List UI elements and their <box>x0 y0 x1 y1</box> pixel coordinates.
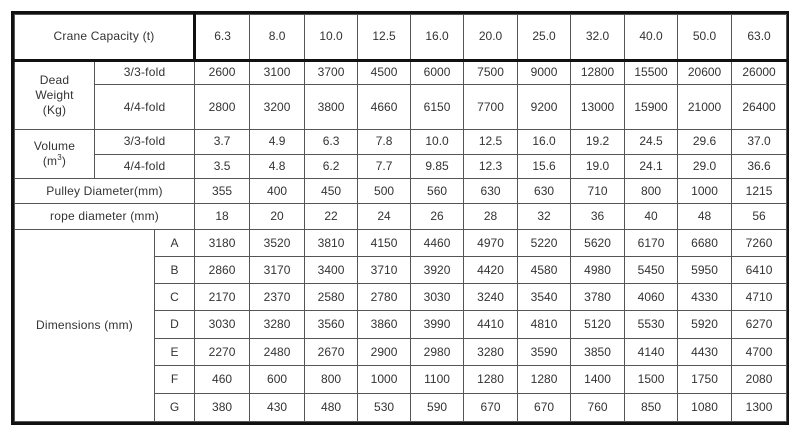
dimension-value: 430 <box>250 393 305 421</box>
dead-weight-row-2 <box>15 85 787 130</box>
dimension-value: 5450 <box>625 257 678 284</box>
pulley-diameter-value: 450 <box>305 178 358 204</box>
dimension-value: 2270 <box>195 339 250 366</box>
dead-weight-value: 13000 <box>571 85 625 130</box>
dimension-value: 4420 <box>464 257 518 284</box>
dimension-value: 1080 <box>678 393 732 421</box>
crane-spec-table <box>14 14 787 422</box>
capacity-header-cell: 32.0 <box>571 15 625 61</box>
dimension-value: 3400 <box>305 257 358 284</box>
dimension-value: 1000 <box>358 365 411 393</box>
dimension-value: 4150 <box>358 230 411 257</box>
dimension-value: 1280 <box>464 365 518 393</box>
dimension-key: C <box>155 284 195 311</box>
pulley-diameter-row <box>15 178 787 204</box>
capacity-header-cell: 20.0 <box>464 15 518 61</box>
dimension-value: 6170 <box>625 230 678 257</box>
dimension-value: 670 <box>518 393 571 421</box>
capacity-header-cell: 16.0 <box>411 15 464 61</box>
dimension-value: 1280 <box>518 365 571 393</box>
dimension-value: 530 <box>358 393 411 421</box>
dimension-value: 6680 <box>678 230 732 257</box>
dead-weight-value: 20600 <box>678 60 732 85</box>
dimension-value: 2780 <box>358 284 411 311</box>
pulley-diameter-value: 400 <box>250 178 305 204</box>
capacity-header-cell: 12.5 <box>358 15 411 61</box>
capacity-header-cell: 25.0 <box>518 15 571 61</box>
dimension-key: B <box>155 257 195 284</box>
volume-value: 16.0 <box>518 129 571 154</box>
dead-weight-row-1 <box>15 60 787 85</box>
dimension-value: 4710 <box>732 284 787 311</box>
volume-value: 19.0 <box>571 154 625 178</box>
dimension-value: 2670 <box>305 339 358 366</box>
rope-diameter-value: 40 <box>625 204 678 230</box>
dimension-value: 3180 <box>195 230 250 257</box>
volume-value: 7.8 <box>358 129 411 154</box>
capacity-header-cell: 6.3 <box>195 15 250 61</box>
rope-diameter-value: 32 <box>518 204 571 230</box>
rope-diameter-row <box>15 204 787 230</box>
dimension-value: 7260 <box>732 230 787 257</box>
dimension-value: 6410 <box>732 257 787 284</box>
dead-weight-fold-label: 4/4-fold <box>95 85 195 130</box>
dimension-value: 3030 <box>411 284 464 311</box>
dead-weight-label-line1: Dead <box>39 72 70 87</box>
pulley-diameter-value: 560 <box>411 178 464 204</box>
dimension-value: 4810 <box>518 311 571 339</box>
dimension-value: 2080 <box>732 365 787 393</box>
dead-weight-value: 26400 <box>732 85 787 130</box>
rope-diameter-value: 22 <box>305 204 358 230</box>
rope-diameter-value: 36 <box>571 204 625 230</box>
dimension-value: 3280 <box>464 339 518 366</box>
pulley-diameter-value: 630 <box>464 178 518 204</box>
dimension-value: 3170 <box>250 257 305 284</box>
dimension-value: 1100 <box>411 365 464 393</box>
volume-value: 24.5 <box>625 129 678 154</box>
dimension-value: 2860 <box>195 257 250 284</box>
rope-diameter-value: 26 <box>411 204 464 230</box>
dead-weight-value: 2600 <box>195 60 250 85</box>
dimension-value: 6270 <box>732 311 787 339</box>
dead-weight-label <box>15 60 95 129</box>
dead-weight-value: 7700 <box>464 85 518 130</box>
volume-unit-sup: 3 <box>57 152 62 162</box>
dead-weight-value: 9000 <box>518 60 571 85</box>
dimension-value: 3920 <box>411 257 464 284</box>
dimension-value: 460 <box>195 365 250 393</box>
dimension-value: 2370 <box>250 284 305 311</box>
dimension-value: 4330 <box>678 284 732 311</box>
volume-value: 15.6 <box>518 154 571 178</box>
dimension-value: 3030 <box>195 311 250 339</box>
volume-value: 3.5 <box>195 154 250 178</box>
rope-diameter-label: rope diameter (mm) <box>15 204 195 230</box>
dimension-value: 2480 <box>250 339 305 366</box>
dead-weight-value: 6150 <box>411 85 464 130</box>
dimension-value: 3520 <box>250 230 305 257</box>
dimension-value: 1500 <box>625 365 678 393</box>
dimension-value: 3860 <box>358 311 411 339</box>
dimension-value: 3780 <box>571 284 625 311</box>
dead-weight-value: 3100 <box>250 60 305 85</box>
dimension-value: 5950 <box>678 257 732 284</box>
dimension-value: 3560 <box>305 311 358 339</box>
volume-label-line1: Volume <box>33 138 76 153</box>
dimension-value: 5220 <box>518 230 571 257</box>
dimension-value: 3990 <box>411 311 464 339</box>
dimension-value: 1300 <box>732 393 787 421</box>
capacity-header-cell: 40.0 <box>625 15 678 61</box>
dimension-key: A <box>155 230 195 257</box>
dimension-value: 4700 <box>732 339 787 366</box>
volume-value: 24.1 <box>625 154 678 178</box>
dimension-value: 5530 <box>625 311 678 339</box>
volume-fold-label: 3/3-fold <box>95 129 195 154</box>
dead-weight-value: 6000 <box>411 60 464 85</box>
dimension-value: 4060 <box>625 284 678 311</box>
volume-value: 29.6 <box>678 129 732 154</box>
dimension-value: 4980 <box>571 257 625 284</box>
dead-weight-value: 9200 <box>518 85 571 130</box>
pulley-diameter-value: 355 <box>195 178 250 204</box>
dimension-value: 3810 <box>305 230 358 257</box>
volume-value: 9.85 <box>411 154 464 178</box>
volume-row-2 <box>15 154 787 178</box>
dead-weight-value: 21000 <box>678 85 732 130</box>
dead-weight-value: 3800 <box>305 85 358 130</box>
dead-weight-value: 7500 <box>464 60 518 85</box>
volume-value: 7.7 <box>358 154 411 178</box>
capacity-header-cell: 63.0 <box>732 15 787 61</box>
dimension-value: 760 <box>571 393 625 421</box>
dimension-value: 5620 <box>571 230 625 257</box>
volume-value: 37.0 <box>732 129 787 154</box>
dimension-value: 2580 <box>305 284 358 311</box>
volume-label <box>15 129 95 178</box>
dimension-value: 800 <box>305 365 358 393</box>
dimension-value: 2170 <box>195 284 250 311</box>
dimension-key: G <box>155 393 195 421</box>
dimension-value: 600 <box>250 365 305 393</box>
dimension-value: 670 <box>464 393 518 421</box>
dead-weight-value: 2800 <box>195 85 250 130</box>
dead-weight-label-line2: Weight <box>35 87 74 102</box>
dimension-value: 1400 <box>571 365 625 393</box>
dimension-value: 2980 <box>411 339 464 366</box>
volume-unit-post: ) <box>61 153 67 168</box>
dimension-row <box>15 230 787 257</box>
dimension-value: 4410 <box>464 311 518 339</box>
volume-value: 36.6 <box>732 154 787 178</box>
volume-value: 4.9 <box>250 129 305 154</box>
spec-table-frame <box>11 11 789 425</box>
pulley-diameter-value: 1000 <box>678 178 732 204</box>
volume-value: 3.7 <box>195 129 250 154</box>
volume-value: 10.0 <box>411 129 464 154</box>
volume-label-unit <box>15 154 94 169</box>
dimension-value: 1750 <box>678 365 732 393</box>
volume-value: 12.5 <box>464 129 518 154</box>
volume-value: 4.8 <box>250 154 305 178</box>
dead-weight-value: 26000 <box>732 60 787 85</box>
dimension-value: 2900 <box>358 339 411 366</box>
volume-unit-pre: (m <box>42 153 58 168</box>
dead-weight-value: 3700 <box>305 60 358 85</box>
volume-value: 6.2 <box>305 154 358 178</box>
dead-weight-value: 4500 <box>358 60 411 85</box>
dimension-value: 3590 <box>518 339 571 366</box>
dimension-value: 4970 <box>464 230 518 257</box>
dimension-key: E <box>155 339 195 366</box>
dimension-value: 4430 <box>678 339 732 366</box>
dimension-value: 3240 <box>464 284 518 311</box>
volume-fold-label: 4/4-fold <box>95 154 195 178</box>
volume-value: 6.3 <box>305 129 358 154</box>
dimension-value: 5920 <box>678 311 732 339</box>
volume-value: 19.2 <box>571 129 625 154</box>
crane-capacity-label: Crane Capacity (t) <box>15 15 195 61</box>
dimensions-label: Dimensions (mm) <box>15 230 155 422</box>
dimension-value: 480 <box>305 393 358 421</box>
rope-diameter-value: 20 <box>250 204 305 230</box>
capacity-header-cell: 8.0 <box>250 15 305 61</box>
rope-diameter-value: 28 <box>464 204 518 230</box>
dead-weight-value: 15900 <box>625 85 678 130</box>
dead-weight-value: 12800 <box>571 60 625 85</box>
dimension-value: 380 <box>195 393 250 421</box>
dimension-value: 4580 <box>518 257 571 284</box>
volume-row-1 <box>15 129 787 154</box>
pulley-diameter-value: 710 <box>571 178 625 204</box>
volume-value: 29.0 <box>678 154 732 178</box>
pulley-diameter-value: 1215 <box>732 178 787 204</box>
rope-diameter-value: 18 <box>195 204 250 230</box>
pulley-diameter-label: Pulley Diameter(mm) <box>15 178 195 204</box>
capacity-header-cell: 50.0 <box>678 15 732 61</box>
dead-weight-value: 3200 <box>250 85 305 130</box>
dimension-value: 3850 <box>571 339 625 366</box>
dead-weight-fold-label: 3/3-fold <box>95 60 195 85</box>
header-row <box>15 15 787 61</box>
dimension-value: 590 <box>411 393 464 421</box>
pulley-diameter-value: 500 <box>358 178 411 204</box>
dead-weight-value: 15500 <box>625 60 678 85</box>
dimension-key: F <box>155 365 195 393</box>
dead-weight-label-line3: (Kg) <box>42 102 67 117</box>
dimension-key: D <box>155 311 195 339</box>
dimension-value: 4140 <box>625 339 678 366</box>
dimension-value: 850 <box>625 393 678 421</box>
rope-diameter-value: 48 <box>678 204 732 230</box>
dimension-value: 3540 <box>518 284 571 311</box>
dimension-value: 5120 <box>571 311 625 339</box>
pulley-diameter-value: 800 <box>625 178 678 204</box>
rope-diameter-value: 56 <box>732 204 787 230</box>
capacity-header-cell: 10.0 <box>305 15 358 61</box>
dimension-value: 3280 <box>250 311 305 339</box>
volume-value: 12.3 <box>464 154 518 178</box>
dimension-value: 3710 <box>358 257 411 284</box>
dimension-value: 4460 <box>411 230 464 257</box>
rope-diameter-value: 24 <box>358 204 411 230</box>
dead-weight-value: 4660 <box>358 85 411 130</box>
pulley-diameter-value: 630 <box>518 178 571 204</box>
